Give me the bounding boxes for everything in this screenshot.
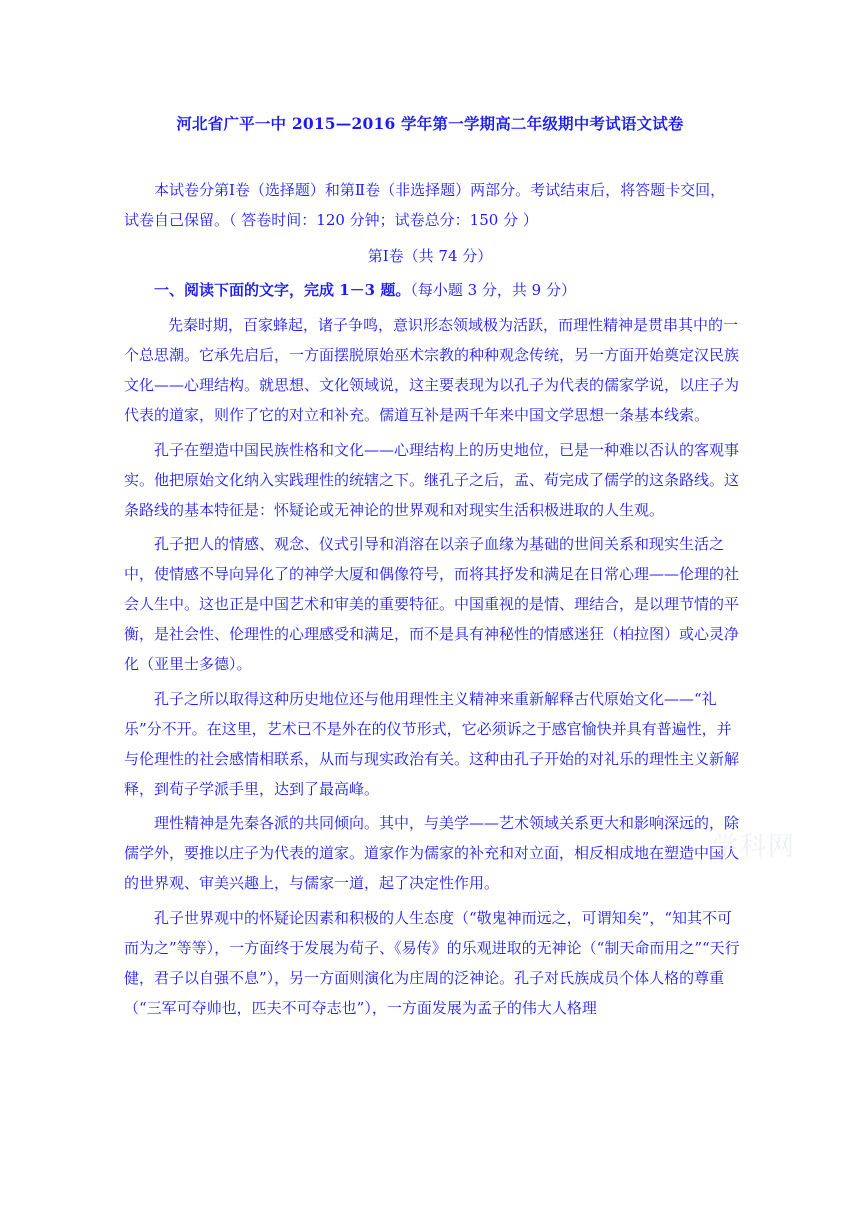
passage-paragraph-4: 孔子之所以取得这种历史地位还与他用理性主义精神来重新解释古代原始文化——“礼乐”分不开。在这里，艺术已不是外在的仪节形式，它必须诉之于感官愉快并具有普遍性，并与伦理性的社会感情相联系，从而与现实政治有关。这种由孔子开始的对礼乐的理性主义新解释，到荀子学派手里，达到了最高峰。 bbox=[124, 689, 740, 798]
passage-paragraph-2: 孔子在塑造中国民族性格和文化——心理结构上的历史地位，已是一种难以否认的客观事实。他把原始文化纳入实践理性的统辖之下。继孔子之后，孟、荀完成了儒学的这条路线。这条路线的基本特征是：怀疑论或无神论的世界观和对现实生活积极进取的人生观。 bbox=[124, 440, 740, 519]
reading-passage bbox=[124, 310, 740, 1027]
exam-instructions bbox=[124, 175, 740, 235]
question-heading-note: （每小题 3 分，共 9 分） bbox=[410, 281, 576, 299]
instructions-paragraph: 本试卷分第Ⅰ卷（选择题）和第Ⅱ卷（非选择题）两部分。考试结束后，将答题卡交回，试卷自己保留。（ 答卷时间：120 分钟；试卷总分：150 分 ） bbox=[124, 181, 726, 229]
passage-paragraph-5: 理性精神是先秦各派的共同倾向。其中，与美学——艺术领域关系更大和影响深远的，除儒学外，要推以庄子为代表的道家。道家作为儒家的补充和对立面，相反相成地在塑造中国人的世界观、审美兴趣上，与儒家一道，起了决定性作用。 bbox=[124, 814, 740, 892]
question-heading-main: 一、阅读下面的文字，完成 1－3 题。 bbox=[154, 281, 411, 299]
passage-paragraph-6: 孔子世界观中的怀疑论因素和积极的人生态度（“敬鬼神而远之，可谓知矣”，“知其不可而为之”等等），一方面终于发展为荀子、《易传》的乐观进取的无神论（“制天命而用之”“天行健，君子以自强不息”），另一方面则演化为庄周的泛神论。孔子对氏族成员个体人格的尊重（“三军可夺帅也，匹夫不可夺志也”），一方面发展为孟子的伟大人格理 bbox=[124, 908, 740, 1017]
section-heading: 第Ⅰ卷（共 74 分） bbox=[367, 247, 493, 265]
passage-paragraph-3: 孔子把人的情感、观念、仪式引导和消溶在以亲子血缘为基础的世间关系和现实生活之中，使情感不导向异化了的神学大厦和偶像符号，而将其抒发和满足在日常心理——伦理的社会人生中。这也正是中国艺术和审美的重要特征。中国重视的是情、理结合，是以理节情的平衡，是社会性、伦理性的心理感受和满足，而不是具有神秘性的情感迷狂（柏拉图）或心灵净化（亚里士多德）。 bbox=[124, 535, 740, 673]
question-heading bbox=[154, 275, 576, 305]
passage-paragraph-1: 先秦时期，百家蜂起，诸子争鸣，意识形态领域极为活跃，而理性精神是贯串其中的一个总思潮。它承先启后，一方面摆脱原始巫术宗教的种种观念传统，另一方面开始奠定汉民族文化——心理结构。就思想、文化领域说，这主要表现为以孔子为代表的儒家学说，以庄子为代表的道家，则作了它的对立和补充。儒道互补是两千年来中国文学思想一条基本线索。 bbox=[124, 316, 740, 424]
document-title: 河北省广平一中 2015—2016 学年第一学期高二年级期中考试语文试卷 bbox=[176, 114, 684, 133]
watermark: 学科网 bbox=[712, 832, 797, 862]
